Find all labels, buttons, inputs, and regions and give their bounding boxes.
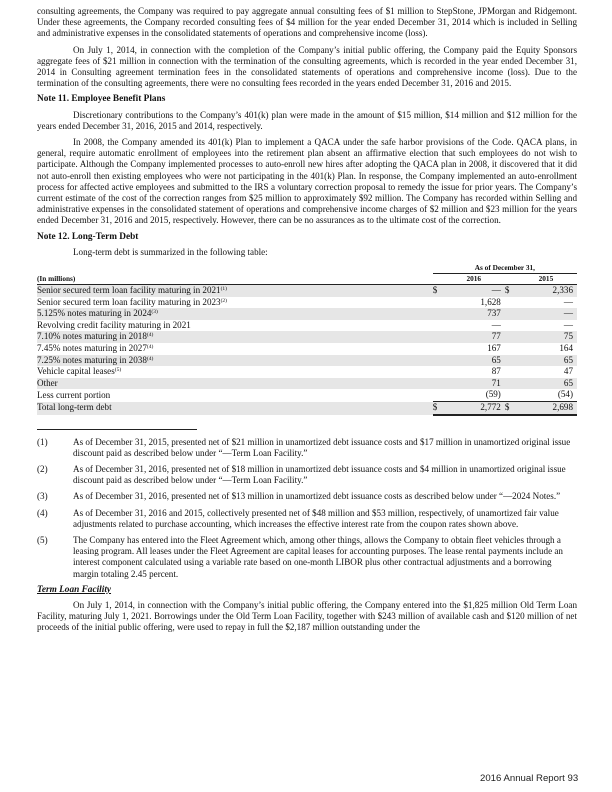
table-body (37, 285, 577, 415)
paragraph-table-intro: Long-term debt is summarized in the following table: (73, 246, 268, 257)
currency-2015 (505, 366, 515, 378)
footnote-text: As of December 31, 2016, presented net of $18 million in unamortized debt issuance costs and $4 million in unamortized original issue discount paid as described below under “—Term Loan Facility.” (73, 464, 566, 486)
page-footer: 2016 Annual Report 93 (480, 773, 579, 784)
footnotes (37, 437, 577, 580)
long-term-debt-table (37, 263, 577, 416)
currency-2016 (433, 355, 443, 367)
row-label: Vehicle capital leases$^{(5)}$ (37, 366, 122, 377)
value-2015: 75 (515, 331, 577, 343)
footnote-number: (2) (37, 464, 48, 474)
value-2016: (59) (443, 389, 505, 401)
currency-2015 (505, 308, 515, 320)
currency-2016 (433, 389, 443, 401)
row-label: Senior secured term loan facility maturing in 2023$^{(2)}$ (37, 296, 228, 307)
currency-2016 (433, 378, 443, 390)
column-2015-header: 2015 (515, 274, 577, 285)
value-2015: — (563, 319, 573, 330)
currency-2015: $ (505, 285, 515, 297)
currency-2015 (505, 331, 515, 343)
paragraph-qaca: In 2008, the Company amended its 401(k) Plan to implement a QACA under the safe harbor provisions of the Code. QACA plans, in general, require automatic enrollment of employees into the retirement plan absent an affirmative election that such employees do not wish to participate. Although the Company implemented processes to auto-enroll new hires after adopting the QACA plan in 2008, it discovered that it did not auto-enroll then existing employees who were not participating in the 401(k) Plan. In response, the Company implemented an auto-enrollment process for affected active employees and submitted to the IRS a voluntary correction proposal to remedy the issue for prior years. The Company’s current estimate of the cost of the correction ranges from $25 million to approximately $92 million. The Company has recorded within Selling and administrative expenses in the consolidated statement of operations and comprehensive income charges of $2 million and $23 million for the years ended December 31, 2016 and 2015, respectively. However, there can be no assurances as to the ultimate cost of the correction. (37, 137, 577, 226)
footnote-text: As of December 31, 2016 and 2015, collectively presented net of $48 million and $53 million, respectively, of unamortized fair value adjustments related to purchase accounting, which increases the effective interest rate from the coupon rates shown above. (73, 507, 559, 529)
currency-2016 (433, 331, 443, 343)
paragraph-401k-contributions: Discretionary contributions to the Company’s 401(k) plan were made in the amount of $15 million, $14 million and $12 million for the years ended December 31, 2016, 2015 and 2014, respectively. (37, 109, 577, 131)
units-header: (In millions) (37, 274, 433, 285)
currency-2016 (433, 343, 443, 355)
value-2015: — (515, 308, 577, 320)
row-label: Other (37, 378, 433, 390)
currency-2016 (433, 366, 443, 378)
table-row (37, 343, 577, 355)
value-2016: 737 (443, 308, 505, 320)
paragraph-consulting-fees: consulting agreements, the Company was required to pay aggregate annual consulting fees of $1 million to StepStone, JPMorgan and Ridgemont. Under these agreements, the Company recorded consulting fees of $4 million for the year ended December 31, 2014 which is included in Selling and administrative expenses in the consolidated statements of operations and comprehensive income (loss). (37, 6, 577, 39)
row-label: 7.25% notes maturing in 2038$^{(4)}$ (37, 355, 433, 367)
value-2016: 2,772 (443, 402, 505, 415)
currency-2015 (505, 320, 515, 332)
value-2015: 2,698 (515, 402, 577, 415)
value-2016: — (443, 285, 505, 297)
value-2015: 164 (559, 343, 573, 354)
table-row (37, 402, 577, 415)
currency-2015 (505, 343, 515, 355)
currency-2015 (505, 355, 515, 367)
heading-note-12: Note 12. Long-Term Debt (37, 231, 139, 242)
heading-term-loan-facility: Term Loan Facility (37, 584, 112, 595)
footnote (37, 508, 577, 530)
heading-note-11: Note 11. Employee Benefit Plans (37, 94, 166, 105)
table-column-header-row (37, 274, 577, 285)
value-2016: 71 (443, 378, 505, 390)
currency-2015 (505, 389, 515, 401)
row-label: Revolving credit facility maturing in 2021 (37, 319, 191, 330)
currency-2016: $ (433, 285, 443, 297)
row-label: Senior secured term loan facility maturing in 2021$^{(1)}$ (37, 285, 433, 297)
value-2016: 77 (443, 331, 505, 343)
period-header: As of December 31, (433, 263, 577, 274)
footnote-text: As of December 31, 2016, presented net of $13 million in unamortized debt issuance costs as described below under “—2024 Notes.” (73, 491, 561, 502)
currency-2016 (433, 320, 443, 332)
value-2015: 65 (515, 355, 577, 367)
table-row (37, 355, 577, 367)
value-2016: 65 (443, 355, 505, 367)
footnote (37, 437, 577, 459)
paragraph-term-loan: On July 1, 2014, in connection with the Company’s initial public offering, the Company entered into the $1,825 million Old Term Loan Facility, maturing July 1, 2021. Borrowings under the Old Term Loan Facility, together with $243 million of available cash and $120 million of net proceeds of the initial public offering, were used to repay in full the $2,187 million outstanding under the (37, 600, 577, 633)
table-row (37, 366, 577, 378)
value-2015: 47 (563, 366, 573, 377)
footnote-number: (4) (37, 507, 48, 518)
value-2016: — (491, 319, 501, 330)
value-2015: (54) (515, 389, 577, 401)
value-2015: — (563, 296, 573, 307)
table-row (37, 297, 577, 309)
currency-2015: $ (505, 402, 515, 415)
table-row (37, 308, 577, 320)
currency-2016 (433, 308, 443, 320)
table-row (37, 389, 577, 401)
value-2015: 2,336 (515, 285, 577, 297)
value-2016: 167 (487, 343, 501, 354)
footnote-text: The Company has entered into the Fleet Agreement which, among other things, allows the Company to obtain fleet vehicles through a leasing program. All leases under the Fleet Agreement are capital leases for accounting purposes. The lease rental payments include an interest component calculated using a variable rate based on one-month LIBOR plus other contractual adjustments and a borrowing margin totaling 2.45 percent. (73, 535, 563, 579)
value-2016: 1,628 (480, 296, 501, 307)
table-row (37, 331, 577, 343)
footnote (37, 535, 577, 580)
footnote (37, 491, 577, 502)
row-label: 7.45% notes maturing in 2027$^{(4)}$ (37, 343, 154, 354)
table-row (37, 320, 577, 332)
value-2016: 87 (491, 366, 501, 377)
currency-2016: $ (433, 402, 443, 415)
row-label: Total long-term debt (37, 402, 433, 415)
table-row (37, 285, 577, 297)
document-page (37, 6, 577, 639)
currency-2016 (433, 297, 443, 309)
value-2015: 65 (515, 378, 577, 390)
footnote-text: As of December 31, 2015, presented net of $21 million in unamortized debt issuance costs and $17 million in unamortized original issue discount paid as described below under “—Term Loan Facility.” (73, 436, 571, 458)
table-period-header-row (37, 263, 577, 274)
footnote-divider (37, 429, 197, 430)
table-row (37, 378, 577, 390)
footnote (37, 464, 577, 486)
paragraph-ipo-termination: On July 1, 2014, in connection with the completion of the Company’s initial public offering, the Company paid the Equity Sponsors aggregate fees of $21 million in connection with the termination of the consulting agreements, which is recorded in the year ended December 31, 2014 in Consulting agreement termination fees in the consolidated statements of operations and comprehensive income (loss). Due to the termination of the consulting agreements, there were no consulting fees recorded in the years ended December 31, 2016 and 2015. (37, 44, 577, 89)
row-label: 7.10% notes maturing in 2018$^{(4)}$ (37, 331, 433, 343)
column-2016-header: 2016 (443, 274, 505, 285)
currency-2015 (505, 297, 515, 309)
row-label: Less current portion (37, 389, 111, 400)
currency-2015 (505, 378, 515, 390)
footnote-number: (5) (37, 535, 48, 546)
row-label: 5.125% notes maturing in 2024$^{(3)}$ (37, 308, 433, 320)
footnote-number: (3) (37, 491, 48, 502)
footnote-number: (1) (37, 436, 48, 447)
